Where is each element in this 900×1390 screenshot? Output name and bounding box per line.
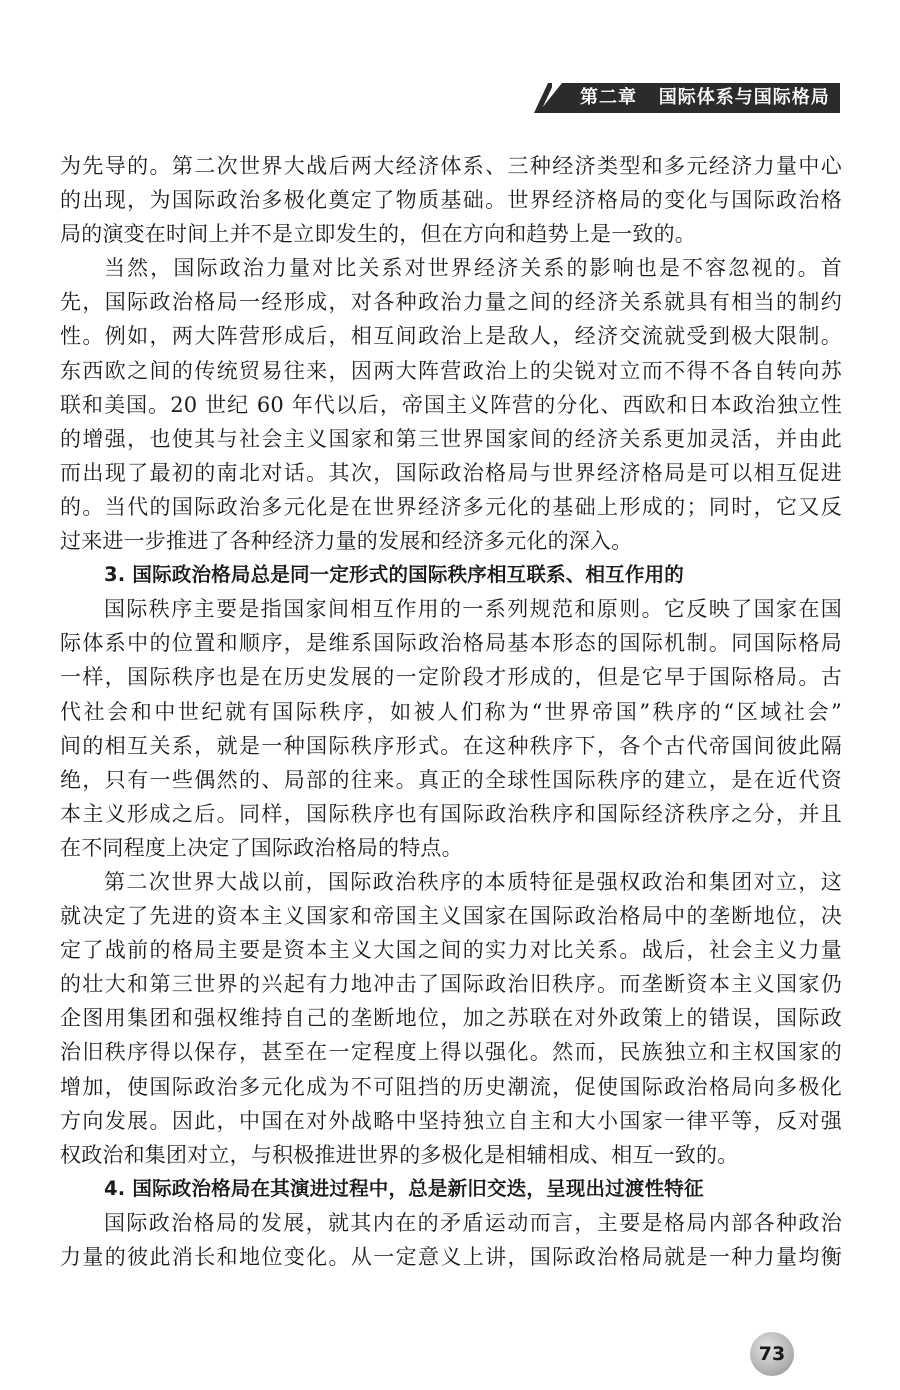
text-line: 的增强，也使其与社会主义国家和第三世界国家间的经济关系更加灵活，并由此 bbox=[60, 426, 842, 451]
text-line: 而出现了最初的南北对话。其次，国际政治格局与世界经济格局是可以相互促进 bbox=[60, 460, 842, 485]
text-line: 为先导的。第二次世界大战后两大经济体系、三种经济类型和多元经济力量中心 bbox=[60, 154, 842, 178]
text-line: 力量的彼此消长和地位变化。从一定意义上讲，国际政治格局就是一种力量均衡 bbox=[60, 1245, 842, 1269]
text-line: 的出现，为国际政治多极化奠定了物质基础。世界经济格局的变化与国际政治格 bbox=[60, 188, 842, 213]
running-header bbox=[528, 83, 840, 113]
text-line: 的。当代的国际政治多元化是在世界经济多元化的基础上形成的；同时，它又反 bbox=[60, 494, 842, 519]
text-line: 第二次世界大战以前，国际政治秩序的本质特征是强权政治和集团对立，这 bbox=[104, 869, 842, 894]
text-line: 国际政治格局的发展，就其内在的矛盾运动而言，主要是格局内部各种政治 bbox=[104, 1210, 842, 1235]
page-body bbox=[60, 149, 842, 1274]
text-line: 的壮大和第三世界的兴起有力地冲击了国际政治旧秩序。而垄断资本主义国家仍 bbox=[60, 972, 842, 997]
text-line: 过来进一步推进了各种经济力量的发展和经济多元化的深入。 bbox=[60, 529, 633, 554]
text-line: 绝，只有一些偶然的、局部的往来。真正的全球性国际秩序的建立，是在近代资 bbox=[60, 767, 842, 792]
text-line: 先，国际政治格局一经形成，对各种政治力量之间的经济关系就具有相当的制约 bbox=[60, 290, 842, 315]
text-line: 治旧秩序得以保存，甚至在一定程度上得以强化。然而，民族独立和主权国家的 bbox=[60, 1040, 842, 1065]
text-line: 在不同程度上决定了国际政治格局的特点。 bbox=[60, 835, 463, 860]
text-line: 本主义形成之后。同样，国际秩序也有国际政治秩序和国际经济秩序之分，并且 bbox=[60, 801, 842, 826]
text-line: 方向发展。因此，中国在对外战略中坚持独立自主和大小国家一律平等，反对强 bbox=[60, 1108, 842, 1133]
text-line: 权政治和集团对立，与积极推进世界的多极化是相辅相成、相互一致的。 bbox=[60, 1142, 739, 1167]
text-line: 联和美国。20 世纪 60 年代以后，帝国主义阵营的分化、西欧和日本政治独立性 bbox=[60, 392, 842, 417]
page-number-badge: 73 bbox=[750, 1332, 794, 1376]
text-line: 企图用集团和强权维持自己的垄断地位，加之苏联在对外政策上的错误，国际政 bbox=[60, 1006, 842, 1031]
text-line: 增加，使国际政治多元化成为不可阻挡的历史潮流，促使国际政治格局向多极化 bbox=[60, 1074, 842, 1099]
chapter-title: 第二章 国际体系与国际格局 bbox=[580, 87, 830, 108]
text-line: 就决定了先进的资本主义国家和帝国主义国家在国际政治格局中的垄断地位，决 bbox=[60, 904, 842, 929]
text-line: 性。例如，两大阵营形成后，相互间政治上是敌人，经济交流就受到极大限制。 bbox=[60, 324, 842, 349]
section-heading-4: 4. 国际政治格局在其演进过程中，总是新旧交迭，呈现出过渡性特征 bbox=[104, 1176, 704, 1200]
text-line: 局的演变在时间上并不是立即发生的，但在方向和趋势上是一致的。 bbox=[60, 222, 696, 247]
text-line: 际体系中的位置和顺序，是维系国际政治格局基本形态的国际机制。同国际格局 bbox=[60, 631, 842, 656]
text-line: 当然，国际政治力量对比关系对世界经济关系的影响也是不容忽视的。首 bbox=[104, 256, 842, 281]
section-heading-3: 3. 国际政治格局总是同一定形式的国际秩序相互联系、相互作用的 bbox=[104, 563, 684, 587]
text-line: 代社会和中世纪就有国际秩序，如被人们称为“世界帝国”秩序的“区域社会” bbox=[60, 699, 842, 724]
text-line: 东西欧之间的传统贸易往来，因两大阵营政治上的尖锐对立而不得不各自转向苏 bbox=[60, 358, 842, 383]
text-line: 一样，国际秩序也是在历史发展的一定阶段才形成的，但是它早于国际格局。古 bbox=[60, 665, 842, 690]
text-line: 间的相互关系，就是一种国际秩序形式。在这种秩序下，各个古代帝国间彼此隔 bbox=[60, 733, 842, 758]
text-line: 定了战前的格局主要是资本主义大国之间的实力对比关系。战后，社会主义力量 bbox=[60, 938, 842, 963]
text-line: 国际秩序主要是指国家间相互作用的一系列规范和原则。它反映了国家在国 bbox=[104, 597, 842, 622]
